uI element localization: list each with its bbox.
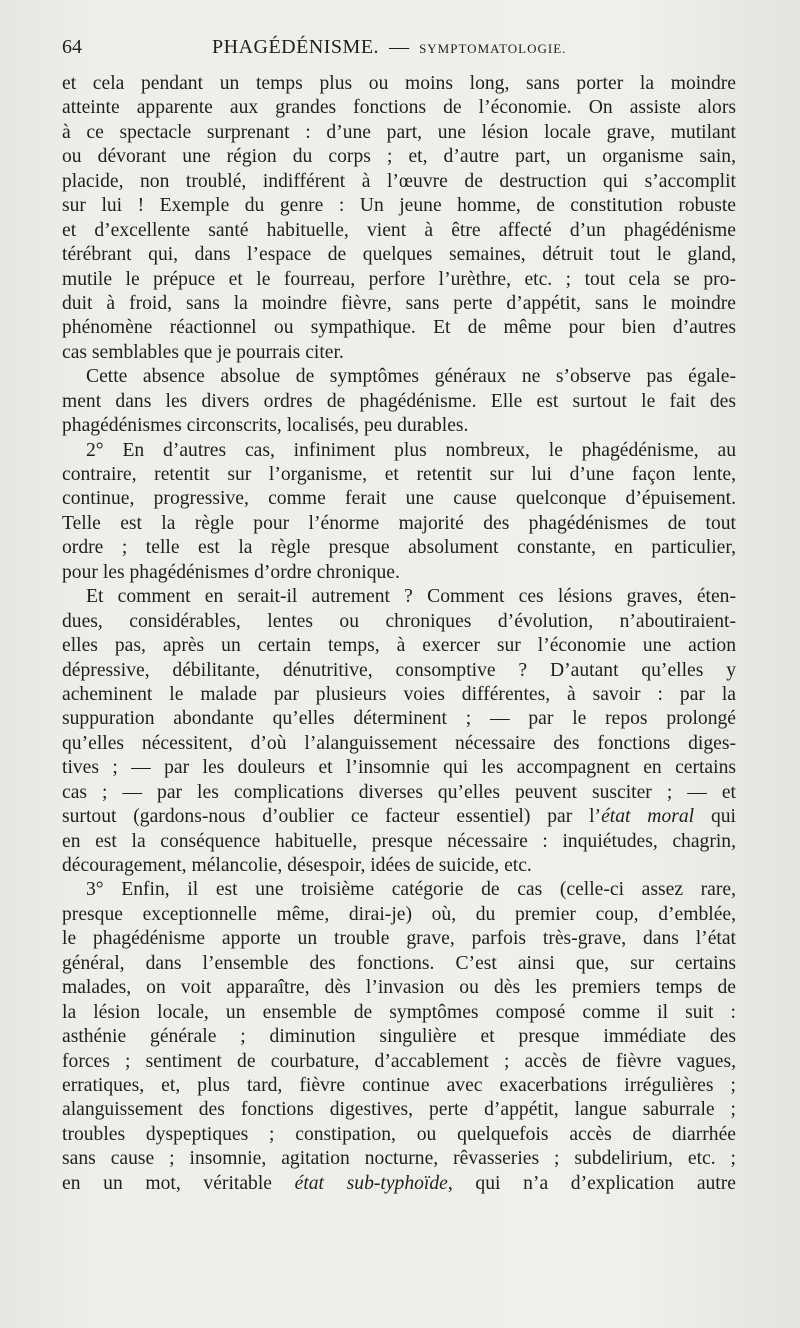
text-line: erratiques, et, plus tard, fièvre continue avec exacerbations irrégulières ; xyxy=(62,1074,736,1096)
page-number: 64 xyxy=(62,36,82,58)
text-line: alanguissement des fonctions digestives, perte d’appétit, langue saburrale ; xyxy=(62,1099,736,1121)
text-line: tives ; — par les douleurs et l’insomnie qui les accompagnent en certains xyxy=(62,757,736,779)
text-line: général, dans l’ensemble des fonctions. C’est ainsi que, sur certains xyxy=(62,952,736,974)
text-line: presque exceptionnelle même, dirai-je) où, du premier coup, d’emblée, xyxy=(62,903,736,925)
paragraph xyxy=(62,439,736,586)
text-line: pour les phagédénismes d’ordre chronique. xyxy=(62,561,400,583)
page-header xyxy=(62,36,738,66)
text-line: dues, considérables, lentes ou chroniques d’évolution, n’aboutiraient- xyxy=(62,610,736,632)
text-line: 2° En d’autres cas, infiniment plus nombreux, le phagédénisme, au xyxy=(86,439,736,461)
text-line: térébrant qui, dans l’espace de quelques semaines, détruit tout le gland, xyxy=(62,244,736,266)
text-line: forces ; sentiment de courbature, d’accablement ; accès de fièvre vagues, xyxy=(62,1050,736,1072)
text-line: qu’elles nécessitent, d’où l’alanguissement nécessaire des fonctions diges- xyxy=(62,732,736,754)
text-line: atteinte apparente aux grandes fonctions de l’économie. On assiste alors xyxy=(62,97,736,119)
text-line: la lésion locale, un ensemble de symptômes composé comme il suit : xyxy=(62,1001,736,1023)
paragraph xyxy=(62,72,736,365)
paragraph xyxy=(62,365,736,438)
running-title-main: PHAGÉDÉNISME. xyxy=(212,36,380,58)
running-title-section: SYMPTOMATOLOGIE. xyxy=(419,41,567,56)
text-line: en un mot, véritable état sub-typhoïde, qui n’a d’explication autre xyxy=(62,1172,736,1194)
text-line: à ce spectacle surprenant : d’une part, une lésion locale grave, mutilant xyxy=(62,121,736,143)
text-line: dépressive, débilitante, dénutritive, consomptive ? D’autant qu’elles y xyxy=(62,659,736,681)
text-line: 3° Enfin, il est une troisième catégorie de cas (celle-ci assez rare, xyxy=(86,879,736,901)
paragraph xyxy=(62,878,736,1196)
text-line: Cette absence absolue de symptômes généraux ne s’observe pas égale- xyxy=(86,366,736,388)
text-line: ou dévorant une région du corps ; et, d’autre part, un organisme sain, xyxy=(62,146,736,168)
text-line: phénomène réactionnel ou sympathique. Et de même pour bien d’autres xyxy=(62,317,736,339)
text-line: ment dans les divers ordres de phagédénisme. Elle est surtout le fait des xyxy=(62,390,736,412)
text-line: continue, progressive, comme ferait une cause quelconque d’épuisement. xyxy=(62,488,736,510)
body-text xyxy=(62,72,736,1196)
text-line: contraire, retentit sur l’organisme, et retentit sur lui d’une façon lente, xyxy=(62,464,736,485)
text-line: acheminent le malade par plusieurs voies différentes, à savoir : par la xyxy=(62,683,736,705)
text-line: surtout (gardons-nous d’oublier ce facteur essentiel) par l’état moral qui xyxy=(62,806,736,828)
text-line: elles pas, après un certain temps, à exercer sur l’économie une action xyxy=(62,635,736,657)
text-line: découragement, mélancolie, désespoir, idées de suicide, etc. xyxy=(62,855,532,876)
text-line: le phagédénisme apporte un trouble grave, parfois très-grave, dans l’état xyxy=(62,928,736,950)
text-line: ordre ; telle est la règle presque absolument constante, en particulier, xyxy=(62,537,736,559)
text-line: en est la conséquence habituelle, presque nécessaire : inquiétudes, chagrin, xyxy=(62,830,736,852)
text-line: duit à froid, sans la moindre fièvre, sans perte d’appétit, sans le moindre xyxy=(62,292,736,314)
text-line: et cela pendant un temps plus ou moins long, sans porter la moindre xyxy=(62,73,736,94)
italic-text: état sub-typhoïde xyxy=(294,1172,448,1194)
text-line: phagédénismes circonscrits, localisés, peu durables. xyxy=(62,415,469,437)
text-line: suppuration abondante qu’elles déterminent ; — par le repos prolongé xyxy=(62,708,736,730)
text-line: cas semblables que je pourrais citer. xyxy=(62,341,344,363)
italic-text: état moral xyxy=(601,806,695,828)
text-line: et d’excellente santé habituelle, vient à être affecté d’un phagédénisme xyxy=(62,219,736,241)
text-line: malades, on voit apparaître, dès l’invasion ou dès les premiers temps de xyxy=(62,977,736,999)
running-title-separator: — xyxy=(389,36,410,58)
text-line: asthénie générale ; diminution singulière et presque immédiate des xyxy=(62,1026,736,1048)
text-line: sur lui ! Exemple du genre : Un jeune homme, de constitution robuste xyxy=(62,195,736,217)
paragraph xyxy=(62,585,736,878)
running-title xyxy=(212,36,566,59)
text-line: Et comment en serait-il autrement ? Comment ces lésions graves, éten- xyxy=(86,586,736,608)
text-line: Telle est la règle pour l’énorme majorité des phagédénismes de tout xyxy=(62,512,736,534)
text-line: troubles dyspeptiques ; constipation, ou quelquefois accès de diarrhée xyxy=(62,1123,736,1145)
text-line: mutile le prépuce et le fourreau, perfore l’urèthre, etc. ; tout cela se pro- xyxy=(62,268,736,290)
text-line: placide, non troublé, indifférent à l’œuvre de destruction qui s’accomplit xyxy=(62,170,736,192)
text-line: cas ; — par les complications diverses qu’elles peuvent susciter ; — et xyxy=(62,781,736,803)
text-line: sans cause ; insomnie, agitation nocturne, rêvasseries ; subdelirium, etc. ; xyxy=(62,1148,736,1170)
